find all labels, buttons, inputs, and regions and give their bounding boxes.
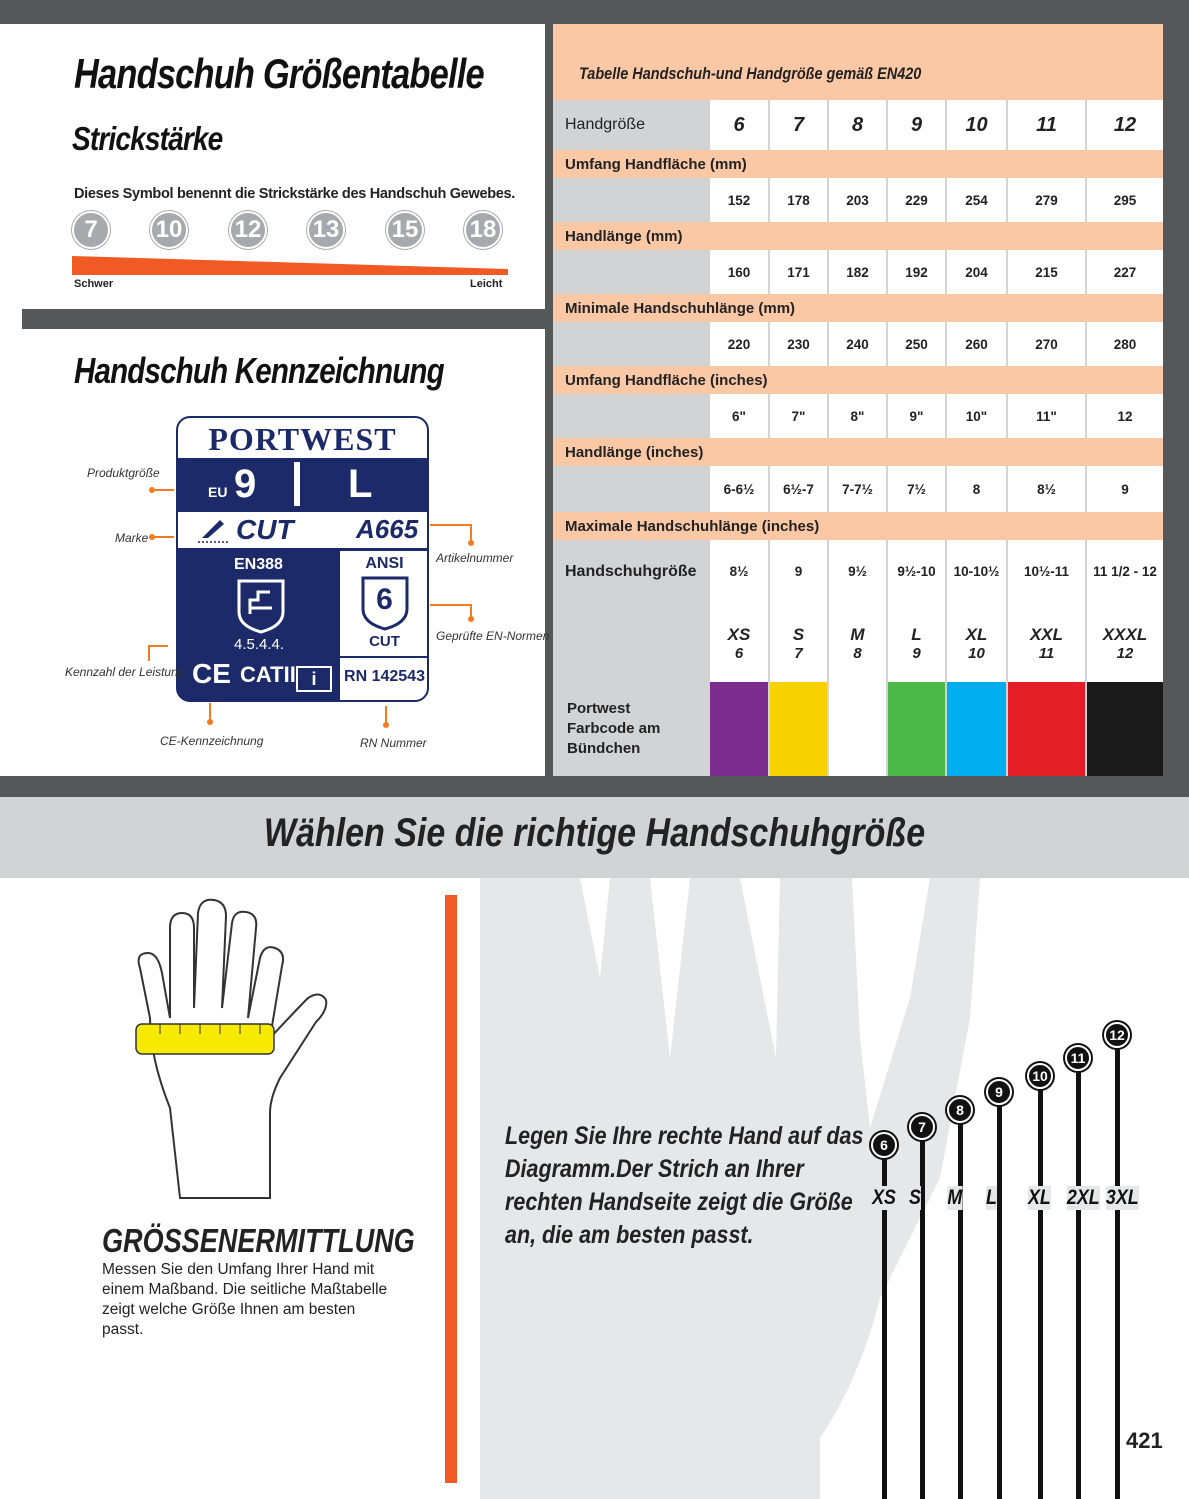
hand-size-cell: 10 — [945, 100, 1006, 150]
cuff-color-swatch — [1006, 682, 1085, 776]
size-number-badge: 8 — [947, 1097, 973, 1123]
label-rn: RN 142543 — [344, 668, 425, 685]
value-cell: 8 — [945, 466, 1006, 512]
anno-line — [430, 524, 472, 526]
letter-size-cell — [827, 604, 886, 682]
anno-dot — [383, 722, 389, 728]
value-cell: 6-6½ — [708, 466, 768, 512]
anno-dot — [207, 719, 213, 725]
middle-frame-bar — [0, 776, 1189, 797]
hand-size-cell: 6 — [708, 100, 768, 150]
gauge-badge: 15 — [386, 211, 424, 249]
ce-mark: CE — [192, 658, 231, 689]
letter-size: L — [911, 624, 922, 644]
hand-size-cell: 12 — [1085, 100, 1163, 150]
anno-performance: Kennzahl der Leistung — [65, 665, 185, 679]
value-cell: 240 — [827, 322, 886, 366]
gauge-badge: 12 — [229, 211, 267, 249]
size-number-badge: 9 — [986, 1079, 1012, 1105]
label-article: A665 — [356, 514, 419, 544]
thickness-wedge — [72, 256, 508, 275]
table-row — [553, 394, 1163, 438]
anno-rn: RN Nummer — [360, 736, 427, 750]
letter-size-cell — [708, 604, 768, 682]
size-letter-label: M — [947, 1186, 963, 1209]
right-edge-top — [1163, 24, 1189, 100]
table-row — [553, 322, 1163, 366]
value-cell: 204 — [945, 250, 1006, 294]
anno-line — [148, 645, 150, 661]
table-row — [553, 250, 1163, 294]
size-number-badge: 7 — [909, 1114, 935, 1140]
anno-product-size: Produktgröße — [87, 466, 160, 480]
value-cell: 178 — [768, 178, 827, 222]
anno-article: Artikelnummer — [436, 551, 514, 565]
heavy-label: Schwer — [74, 278, 114, 290]
knit-gauges — [72, 211, 512, 253]
row-label-blank — [553, 250, 708, 294]
size-number-badge: 6 — [871, 1132, 897, 1158]
cat-text: CATII — [240, 662, 296, 687]
value-cell: 10" — [945, 394, 1006, 438]
value-cell: 9 — [1085, 466, 1163, 512]
size-letter-label: 3XL — [1105, 1186, 1139, 1209]
value-cell: 295 — [1085, 178, 1163, 222]
glove-size-cell: 8½ — [708, 540, 768, 604]
value-cell: 9" — [886, 394, 945, 438]
letter-size-number: 8 — [853, 644, 862, 662]
letter-size-cell — [768, 604, 827, 682]
cuff-color-swatch — [945, 682, 1006, 776]
gauge-badge: 13 — [307, 211, 345, 249]
value-cell: 152 — [708, 178, 768, 222]
row-label-blank — [553, 604, 708, 682]
letter-size-number: 11 — [1038, 644, 1055, 662]
vertical-separator — [545, 24, 553, 777]
section-header: Handlänge (inches) — [553, 438, 1163, 466]
letter-size-number: 9 — [912, 644, 921, 662]
letter-size: XL — [965, 624, 988, 644]
value-cell: 7" — [768, 394, 827, 438]
size-line — [958, 1117, 963, 1499]
row-label-blank — [553, 466, 708, 512]
letter-size-cell — [945, 604, 1006, 682]
label-cut-text: CUT — [236, 514, 294, 545]
right-edge-bar — [1163, 24, 1189, 777]
size-letter-label: L — [985, 1186, 997, 1209]
letter-size-number: 12 — [1116, 644, 1134, 662]
value-cell: 280 — [1085, 322, 1163, 366]
letter-size-cell — [1006, 604, 1085, 682]
cuff-color-swatch — [886, 682, 945, 776]
value-cell: 6½-7 — [768, 466, 827, 512]
gauge-badge: 10 — [150, 211, 188, 249]
size-letter-label: XS — [872, 1186, 896, 1209]
banner-title: Wählen Sie die richtige Handschuhgröße — [263, 811, 926, 855]
value-cell: 160 — [708, 250, 768, 294]
section-header: Handlänge (mm) — [553, 222, 1163, 250]
value-cell: 227 — [1085, 250, 1163, 294]
hand-measure-icon — [130, 898, 330, 1208]
value-cell: 192 — [886, 250, 945, 294]
label-ansi-level: 6 — [376, 583, 393, 616]
size-letter-label: S — [909, 1186, 921, 1209]
anno-line — [430, 604, 472, 606]
section-header: Umfang Handfläche (mm) — [553, 150, 1163, 178]
banner — [0, 797, 1189, 878]
value-cell: 260 — [945, 322, 1006, 366]
glove-label — [176, 416, 429, 702]
size-number-badge: 11 — [1065, 1045, 1091, 1071]
size-letter-label: 2XL — [1066, 1186, 1100, 1209]
value-cell: 6" — [708, 394, 768, 438]
measure-text: Messen Sie den Umfang Ihrer Hand mit einem Maßband. Die seitliche Maßtabelle zeigt welche Größe Ihnen am besten passt. — [102, 1261, 388, 1338]
value-cell: 8" — [827, 394, 886, 438]
row-label: Handschuhgröße — [553, 540, 708, 604]
left-separator — [22, 309, 545, 329]
orange-divider — [445, 895, 457, 1483]
table-body — [553, 150, 1163, 776]
value-cell: 12 — [1085, 394, 1163, 438]
value-cell: 230 — [768, 322, 827, 366]
letter-size-cell — [886, 604, 945, 682]
anno-dot — [468, 540, 474, 546]
label-eu-prefix: EU — [208, 484, 228, 500]
glove-size-cell: 10½-11 — [1006, 540, 1085, 604]
hand-size-cell: 7 — [768, 100, 827, 150]
glove-size-cell: 9½ — [827, 540, 886, 604]
anno-dot — [468, 616, 474, 622]
size-line — [1038, 1083, 1043, 1499]
value-cell: 203 — [827, 178, 886, 222]
value-cell: 279 — [1006, 178, 1085, 222]
size-line — [1076, 1065, 1081, 1499]
marking-title: Handschuh Kennzeichnung — [74, 350, 444, 391]
section-header: Minimale Handschuhlänge (mm) — [553, 294, 1163, 322]
knit-description: Dieses Symbol benennt die Strickstärke des Handschuh Gewebes. — [74, 186, 516, 202]
size-number-badge: 10 — [1027, 1063, 1053, 1089]
letter-size-number: 10 — [968, 644, 985, 662]
size-letter-label: XL — [1028, 1186, 1051, 1209]
letter-size-cell — [1085, 604, 1163, 682]
row-label-blank — [553, 322, 708, 366]
page-number: 421 — [1126, 1428, 1163, 1453]
value-cell: 171 — [768, 250, 827, 294]
value-cell: 270 — [1006, 322, 1085, 366]
value-cell: 182 — [827, 250, 886, 294]
row-label: Handgröße — [553, 100, 708, 150]
glove-size-cell: 11 1/2 - 12 — [1085, 540, 1163, 604]
value-cell: 7½ — [886, 466, 945, 512]
row-label-blank — [553, 394, 708, 438]
knit-subtitle: Strickstärke — [72, 120, 223, 157]
letter-size: XXL — [1029, 624, 1064, 644]
color-code-label: Portwest Farbcode am Bündchen — [553, 682, 708, 776]
label-ansi-cut: CUT — [369, 633, 400, 650]
size-line — [997, 1099, 1002, 1499]
letter-size: XS — [727, 624, 751, 644]
gauge-badge: 18 — [464, 211, 502, 249]
label-cut-band — [178, 512, 427, 548]
section-header: Umfang Handfläche (inches) — [553, 366, 1163, 394]
ansi-box — [340, 551, 429, 656]
table-row — [553, 100, 1163, 150]
anno-line — [148, 645, 168, 647]
anno-brand: Marke — [115, 531, 149, 545]
table-row — [553, 682, 1163, 776]
letter-size: S — [792, 624, 805, 644]
label-ansi: ANSI — [365, 555, 404, 572]
label-brand: PORTWEST — [178, 418, 427, 458]
label-en388: EN388 — [234, 556, 283, 573]
glove-size-cell: 9½-10 — [886, 540, 945, 604]
label-en388-score: 4.5.4.4. — [234, 636, 285, 653]
measure-title: GRÖSSENERMITTLUNG — [102, 1222, 415, 1259]
size-line — [1115, 1042, 1120, 1499]
label-divider — [294, 462, 300, 506]
anno-ce: CE-Kennzeichnung — [160, 734, 264, 748]
hand-size-cell: 9 — [886, 100, 945, 150]
value-cell: 8½ — [1006, 466, 1085, 512]
table-row — [553, 466, 1163, 512]
value-cell: 215 — [1006, 250, 1085, 294]
value-cell: 229 — [886, 178, 945, 222]
info-book-icon: i — [296, 666, 332, 692]
top-frame-bar — [0, 0, 1189, 24]
letter-size-number: 7 — [794, 644, 803, 662]
instruction-text: Legen Sie Ihre rechte Hand auf das Diagramm.Der Strich an Ihrer rechten Handseite zeigt die Größe an, die am besten passt. — [505, 1122, 864, 1249]
light-label: Leicht — [470, 278, 503, 290]
anno-line — [152, 489, 174, 491]
label-letter-size: L — [348, 462, 373, 506]
label-eu-size: 9 — [234, 462, 257, 506]
cuff-color-swatch — [768, 682, 827, 776]
en388-shield-icon — [236, 578, 286, 634]
value-cell: 254 — [945, 178, 1006, 222]
value-cell: 7-7½ — [827, 466, 886, 512]
table-row — [553, 178, 1163, 222]
table-title: Tabelle Handschuh-und Handgröße gemäß EN420 — [579, 64, 922, 83]
hand-size-cell: 8 — [827, 100, 886, 150]
cuff-color-swatch — [1085, 682, 1163, 776]
table-row — [553, 604, 1163, 682]
row-label-blank — [553, 178, 708, 222]
hand-size-cell: 11 — [1006, 100, 1085, 150]
page-title: Handschuh Größentabelle — [74, 50, 484, 97]
size-number-badge: 12 — [1104, 1022, 1130, 1048]
cuff-color-swatch — [827, 682, 886, 776]
blade-icon — [198, 516, 228, 544]
gauge-badge: 7 — [72, 211, 110, 249]
table-row — [553, 540, 1163, 604]
table-header — [553, 24, 1163, 100]
value-cell: 220 — [708, 322, 768, 366]
letter-size: M — [850, 624, 865, 644]
anno-line — [152, 536, 174, 538]
section-header: Maximale Handschuhlänge (inches) — [553, 512, 1163, 540]
letter-size: XXXL — [1102, 624, 1148, 644]
letter-size-number: 6 — [734, 644, 744, 662]
value-cell: 11" — [1006, 394, 1085, 438]
rn-box — [340, 658, 429, 702]
anno-norms: Geprüfte EN-Normen — [436, 629, 550, 643]
value-cell: 250 — [886, 322, 945, 366]
cuff-color-swatch — [708, 682, 768, 776]
glove-size-cell: 9 — [768, 540, 827, 604]
glove-size-cell: 10-10½ — [945, 540, 1006, 604]
